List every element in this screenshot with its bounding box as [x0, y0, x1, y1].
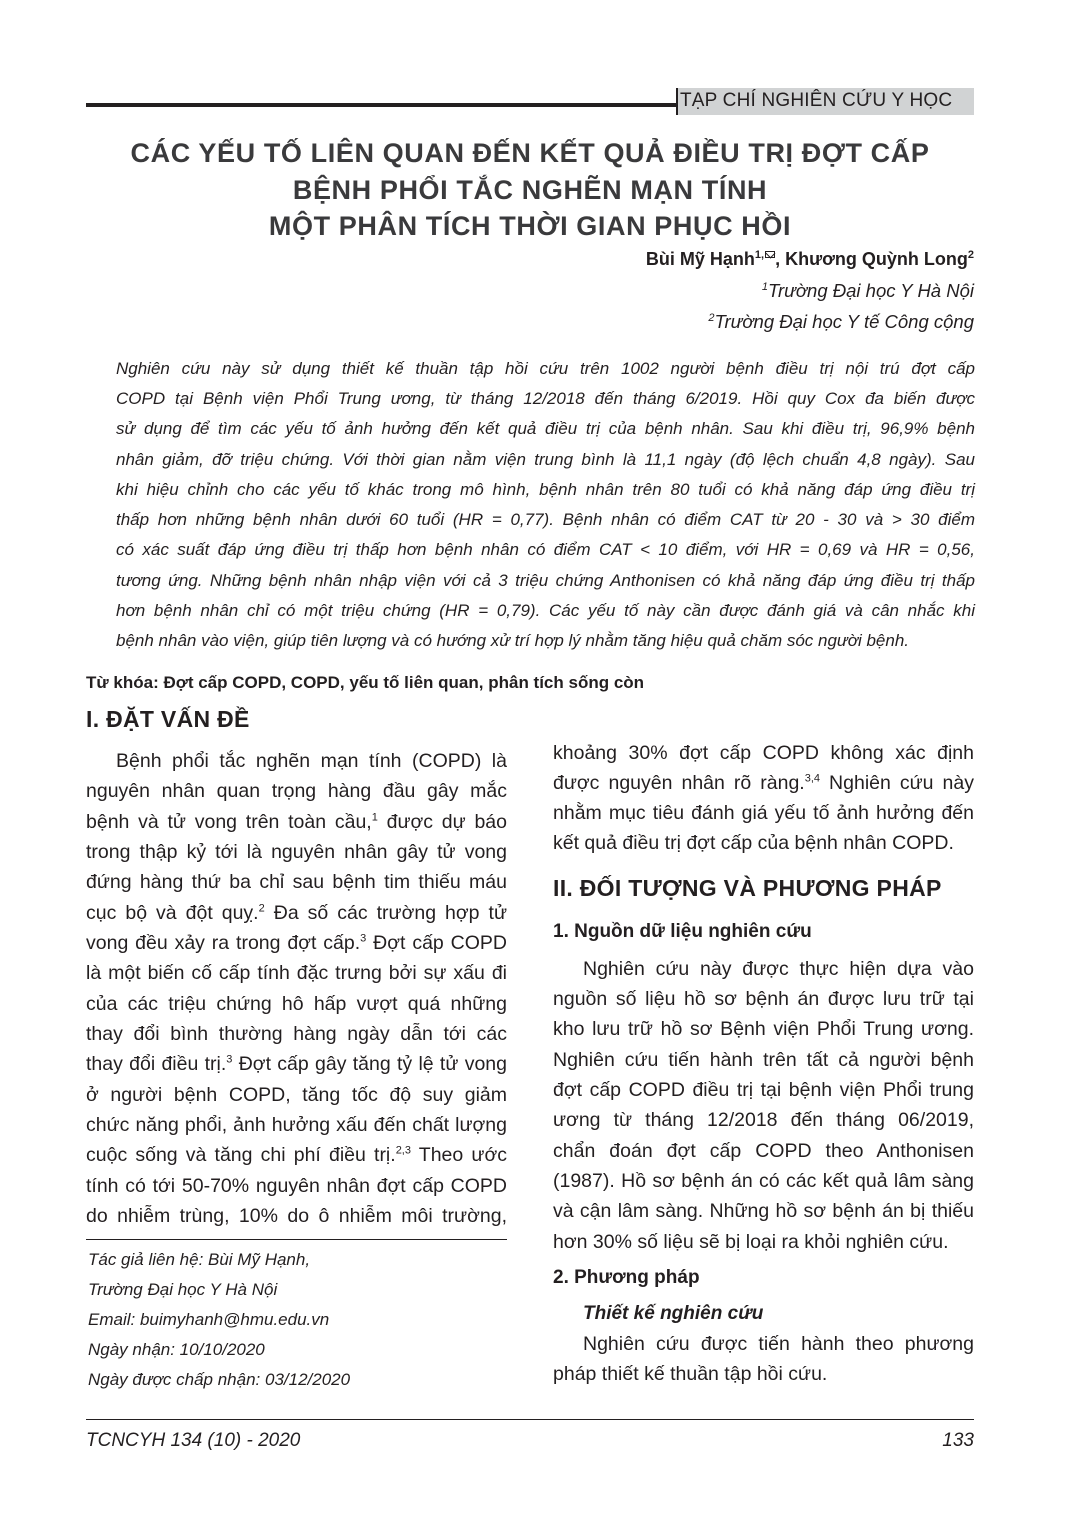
author-list — [646, 249, 974, 270]
abstract-line: hơn bệnh nhân chỉ có một triệu chứng (HR = 0,79). Các yếu tố này cần được đánh giá và cân nhắc khi — [116, 601, 975, 620]
affiliation-mark: 1 — [761, 280, 769, 293]
author-name: Bùi Mỹ Hạnh — [645, 249, 755, 269]
body-line: pháp thiết kế thuần tập hồi cứu. — [553, 1363, 828, 1385]
body-line — [86, 837, 507, 867]
footnote-line: Ngày nhận: 10/10/2020 — [88, 1340, 265, 1359]
keywords: Từ khóa: Đợt cấp COPD, COPD, yếu tố liên quan, phân tích sống còn — [86, 673, 645, 692]
body-text: của các triệu chứng hô hấp vượt quá những — [86, 993, 507, 1015]
body-text: chức năng phổi, ảnh hưởng xấu đến chất lượng — [86, 1114, 507, 1136]
author-separator: , — [775, 249, 786, 269]
subsection-heading: 1. Nguồn dữ liệu nghiên cứu — [553, 921, 812, 942]
body-text: do nhiễm trùng, 10% do ô nhiễm môi trường, — [86, 1205, 507, 1227]
affiliation-2 — [708, 311, 974, 333]
body-text: khoảng 30% đợt cấp COPD không xác định — [553, 742, 974, 764]
body-text: thay đổi điều trị. — [86, 1053, 227, 1075]
citation: 2 — [258, 902, 265, 915]
body-text: Đợt cấp COPD — [366, 932, 507, 954]
body-line: chẩn đoán đợt cấp COPD theo Anthonisen — [553, 1140, 974, 1162]
footnote-line: Ngày được chấp nhận: 03/12/2020 — [88, 1370, 351, 1389]
body-line — [86, 1171, 507, 1201]
footnote-rule — [86, 1239, 507, 1240]
body-line: hơn 30% số liệu sẽ bị loại ra khỏi nghiên cứu. — [553, 1231, 949, 1253]
body-line: nguồn số liệu hồ sơ bệnh án được lưu trữ tại — [553, 988, 974, 1010]
abstract-line: Nghiên cứu này sử dụng thiết kế thuần tập hồi cứu trên 1002 người bệnh điều trị nội trú đợt cấp — [116, 359, 975, 378]
journal-citation: TCNCYH 134 (10) - 2020 — [86, 1430, 301, 1451]
abstract-line: có xác suất đáp ứng điều trị thấp hơn bệnh nhân có điểm CAT < 10 điểm, với HR = 0,69 và HR = 0,56, — [116, 540, 975, 559]
body-text: đứng hàng thứ ba chỉ sau bệnh tim thiếu máu — [86, 871, 507, 893]
body-text: Bệnh phổi tắc nghẽn mạn tính (COPD) là — [116, 750, 507, 772]
body-line — [86, 928, 507, 958]
body-line: (1987). Hồ sơ bệnh án có các kết quả lâm sàng — [553, 1170, 974, 1192]
section-heading: I. ĐẶT VẤN ĐỀ — [86, 706, 250, 732]
body-line — [86, 746, 507, 776]
body-line — [86, 958, 507, 988]
body-line: ương từ tháng 12/2018 đến tháng 06/2019, — [553, 1109, 974, 1131]
abstract-line: bệnh nhân vào viện, giúp tiên lượng và có hướng xử trí hợp lý nhằm tăng hiệu quả chăm sóc người bệnh. — [116, 631, 910, 650]
abstract-line: tương ứng. Những bệnh nhân nhập viện với cả 3 triệu chứng Anthonisen có khả năng đáp ứng điều trị thấp — [116, 571, 975, 590]
body-line — [553, 828, 974, 858]
body-text: là một biến cố cấp tính đặc trưng bởi sự xấu đi — [86, 962, 507, 984]
footnote-email: Email: buimyhanh@hmu.edu.vn — [88, 1310, 330, 1329]
body-text: Theo ước — [410, 1144, 507, 1166]
body-line — [86, 989, 507, 1019]
citation: 1 — [371, 811, 378, 824]
citation: 3 — [226, 1053, 233, 1066]
journal-name: TẠP CHÍ NGHIÊN CỨU Y HỌC — [680, 90, 953, 111]
footnote-line: Trường Đại học Y Hà Nội — [88, 1280, 278, 1299]
affiliation-1 — [762, 280, 974, 302]
author-affiliation-mark: 2 — [967, 249, 974, 261]
citation: 3,4 — [804, 772, 821, 785]
body-text: cuộc sống và tăng chi phí điều trị. — [86, 1144, 396, 1166]
body-line: Nghiên cứu tiến hành trên tất cả người bệnh — [553, 1049, 974, 1071]
body-line: kho lưu trữ hồ sơ Bệnh viện Phổi Trung ương. — [553, 1018, 974, 1040]
body-line: và cận lâm sàng. Những hồ sơ bệnh án bị thiếu — [553, 1200, 974, 1222]
author-affiliation-mark: 1, — [754, 249, 765, 261]
abstract-line: thấp hơn những bệnh nhân dưới 60 tuổi (HR = 0,77). Bệnh nhân có điểm CAT từ 20 - 30 và > 30 điểm — [116, 510, 975, 529]
subsubsection-heading: Thiết kế nghiên cứu — [583, 1303, 764, 1324]
body-line: đợt cấp COPD điều trị tại bệnh viện Phổi trung — [553, 1079, 974, 1101]
body-text: Đợt cấp gây tăng tỷ lệ tử vong — [232, 1053, 507, 1075]
body-line — [86, 807, 507, 837]
page-number: 133 — [942, 1430, 974, 1451]
article-title-line-3: MỘT PHÂN TÍCH THỜI GIAN PHỤC HỒI — [268, 211, 792, 241]
header-rule — [86, 103, 676, 107]
body-text: nhằm mục tiêu đánh giá yếu tố ảnh hưởng đến — [553, 802, 974, 824]
body-text: được nguyên nhân rõ ràng. — [553, 772, 805, 794]
body-text: ở người bệnh COPD, tăng tốc độ suy giảm — [86, 1084, 507, 1106]
footer-rule — [86, 1419, 974, 1420]
body-line — [553, 768, 974, 798]
body-line — [86, 1049, 507, 1079]
body-line: Nghiên cứu này được thực hiện dựa vào — [583, 958, 974, 980]
affiliation-mark: 2 — [708, 311, 715, 324]
affiliation-name: Trường Đại học Y Hà Nội — [768, 280, 974, 301]
body-line — [86, 1201, 507, 1231]
body-line — [86, 1110, 507, 1140]
author-name: Khương Quỳnh Long — [785, 249, 968, 269]
body-line — [86, 1140, 507, 1170]
body-text: nguyên nhân quan trọng hàng đầu gây mắc — [86, 780, 507, 802]
body-text: Đa số các trường hợp tử — [264, 902, 507, 924]
section-heading: II. ĐỐI TƯỢNG VÀ PHƯƠNG PHÁP — [553, 875, 942, 901]
abstract-line: khi hiệu chỉnh cho các yếu tố khác trong mô hình, bệnh nhân trên 80 tuổi có khả năng đáp ứng điều trị — [116, 480, 975, 499]
body-line — [553, 738, 974, 768]
affiliation-name: Trường Đại học Y tế Công cộng — [714, 311, 974, 332]
body-text: cục bộ và đột quỵ. — [86, 902, 259, 924]
citation: 2,3 — [395, 1144, 411, 1157]
body-text: trong thập kỷ tới là nguyên nhân gây tử vong — [86, 841, 507, 863]
article-title-line-1: CÁC YẾU TỐ LIÊN QUAN ĐẾN KẾT QUẢ ĐIỀU TRỊ ĐỢT CẤP — [130, 138, 930, 168]
body-text: tính có tới 50-70% nguyên nhân đợt cấp COPD — [86, 1175, 507, 1197]
envelope-icon — [765, 251, 775, 258]
body-line: Nghiên cứu được tiến hành theo phương — [583, 1333, 974, 1355]
citation: 3 — [360, 932, 367, 945]
body-line — [86, 776, 507, 806]
footnote-line: Tác giả liên hệ: Bùi Mỹ Hạnh, — [88, 1250, 311, 1269]
body-text: Nghiên cứu này — [820, 772, 975, 794]
body-text: vong đều xảy ra trong đợt cấp. — [86, 932, 361, 954]
body-line — [86, 1080, 507, 1110]
body-text: được dự báo — [377, 811, 507, 833]
subsection-heading: 2. Phương pháp — [553, 1267, 700, 1288]
body-line — [553, 798, 974, 828]
body-line — [86, 1019, 507, 1049]
abstract-line: sử dụng để tìm các yếu tố ảnh hưởng đến kết quả điều trị của bệnh nhân. Sau khi điều trị, 96,9% bệnh — [116, 419, 975, 438]
body-text: thay đổi bình thường hàng ngày dẫn tới các — [86, 1023, 507, 1045]
article-title-line-2: BỆNH PHỔI TẮC NGHẼN MẠN TÍNH — [292, 175, 768, 205]
body-line — [86, 898, 507, 928]
body-line — [86, 867, 507, 897]
body-text: bệnh và tử vong trên toàn cầu, — [86, 811, 372, 833]
abstract-line: COPD tại Bệnh viện Phổi Trung ương, từ tháng 12/2018 đến tháng 6/2019. Hồi quy Cox đa biến được — [116, 389, 975, 408]
body-text: kết quả điều trị đợt cấp của bệnh nhân COPD. — [553, 832, 954, 854]
abstract-line: nhân giảm, đỡ triệu chứng. Với thời gian nằm viện trung bình là 11,1 ngày (độ lệch chuẩn 4,8 ngày). Sau — [116, 450, 975, 469]
